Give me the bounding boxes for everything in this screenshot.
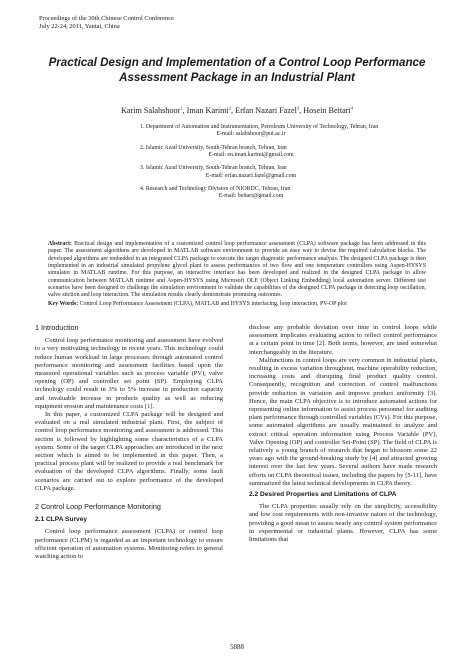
- paper-title: [30, 55, 444, 85]
- affiliation-item: [140, 145, 440, 159]
- affiliation-line: 1. Department of Automation and Instrumentation, Petroleum University of Technology, Tehran, Iran: [140, 124, 379, 130]
- affiliation-email: E-mail: en.iman.karimi@gmail.com: [208, 151, 294, 158]
- author-sup: 4: [350, 105, 354, 111]
- affiliation-email: E-mail: salahshoor@put.ac.ir: [216, 131, 286, 138]
- affiliation-line: 4. Research and Technology Division of NIORDC, Tehran, Iran: [140, 186, 291, 193]
- affiliation-line: 3. Islamic Azad University, South-Tehran branch, Tehran, Iran: [140, 165, 287, 172]
- affiliation-item: [140, 186, 440, 200]
- affiliation-item: [140, 124, 440, 138]
- body-paragraph: The CLPA properties usually rely on the simplicity, accessibility and low cost requirements with non-invasive nature of the technology, providing a good mean to assess nearly any control system performance in experimental or industrial plants. However, CLPA has some limitations that: [249, 503, 437, 544]
- abstract-text: Practical design and implementation of a customized control loop performance assessment (CLPA) software package has been addressed in this paper. The assessment algorithms are developed in MATLAB software environment to provide an easy way to devise the required calculation blocks. The developed algorithms are embedded in an integrated CLPA package to execute the target diagnostic performance analysis. The designed CLPA package is then implemented in an industrial simulated propylene glycol plant to assess performances of two flow and one temperature controllers using Aspen-HYSYS simulator in MATLAB runtime. For this purpose, an interactive interface has been developed and realized in the designed CLPA package to allow communication between MATLAB runtime and Aspen-HYSYS using Microsoft OLE (Object Linking Embedding) local automation server. Different test scenarios have been designed to challenge the simulation environment to validate the capabilities of the designed CLPA package in detecting loop oscillation, valve stiction and loop interaction. The simulation results clearly demonstrate promising outcomes.: [48, 241, 426, 299]
- affiliation-line: 2. Islamic Azad University, South-Tehran branch, Tehran, Iran: [140, 144, 287, 151]
- author-name: Iman Karimi: [186, 106, 229, 115]
- page-number: 5888: [230, 643, 244, 651]
- author-list: Karim Salahshoor$^1$, Iman Karimi$^2$, Erfan Nazari Fazel$^3$, Hosein Beitari$^4$: [120, 105, 354, 115]
- subsection-heading: 2.1 CLPA Survey: [35, 516, 88, 524]
- section-heading: 1 Introduction: [35, 323, 79, 332]
- author-name: Karim Salahshoor: [120, 106, 181, 115]
- author-sup: 3: [296, 105, 300, 111]
- header-line-1: Proceedings of the 30th Chinese Control Conference: [39, 15, 174, 22]
- conference-header: [39, 15, 174, 31]
- header-line-2: July 22-24, 2011, Yantai, China: [39, 23, 120, 30]
- abstract-paragraph: [48, 241, 426, 300]
- body-paragraph: Control loop performance assessment (CLPA) or control loop performance (CLPM) is regarded as an important technology to ensure efficient operation of automation systems. Monitoring refers to general watching action to: [35, 528, 223, 561]
- left-column: [35, 324, 223, 561]
- author-sup: 1: [180, 105, 183, 111]
- affiliation-item: [140, 165, 440, 179]
- body-paragraph: In this paper, a customized CLPA package will be designed and evaluated on a real simulated industrial plant. First, the subject of control loop performance monitoring and assessment is addressed. This section is followed by highlighting some characteristics of a CLPA system. Some of the target CLPA approaches are introduced in the next section which is aimed to be implemented in this paper. Then, a practical process plant will be realized to provide a real benchmark for evaluation of the developed CLPA algorithms. Finally, some fault scenarios are carried out to explore performance of the developed CLPA package.: [35, 411, 223, 492]
- affiliations: [140, 124, 440, 207]
- affiliation-email: E-mail: beitari@gmail.com: [218, 193, 284, 200]
- title-line-1: Practical Design and Implementation of a Control Loop Performance: [48, 56, 426, 69]
- author-name: Hosein Beitari: [303, 106, 351, 115]
- subsection-heading: 2.2 Desired Properties and Limitations of CLPA: [249, 491, 397, 499]
- section-heading: 2 Control Loop Performance Monitoring: [35, 502, 161, 512]
- title-line-2: Assessment Package in an Industrial Plant: [119, 71, 355, 84]
- body-paragraph: Control loop performance monitoring and assessment have evolved to a very motivating technology in recent years. This technology could reduce human workload in large processes through automated control performance monitoring and assessment facilities based upon the measured operational variables such as process variable (PV), valve opening (OP) and controller set point (SP). Employing CLPA technology could result in 3% to 5% increase in production capacity and invaluable increase in products quality as well as reducing equipment erosion and maintenance costs [1].: [35, 337, 223, 410]
- body-paragraph: Malfunctions in control loops are very common in industrial plants, resulting in excess variation throughout, machine operability reduction, increasing costs and disrupting final product quality control. Consequently, recognition and correction of control malfunctions provide reduction in variation and improve product uniformity [3]. Hence, the main CLPA objective is to introduce automated actions for representing online information to assist process personnel for auditing plant performance through controlled variables (CVs). For this purpose, some automated algorithms are usually maintained to analyze and extract critical operation information using Process Variable (PV), Valve Opening (OP) and controller Set-Point (SP). The field of CLPA is relatively a young branch of research that began to blossom some 22 years ago with the ground-breaking study by [4] and attracted growing interest over the last few years. Several authors have made research efforts on CLPA theoretical issues, including the papers by [5-11], have summarized the latest technical developments in CLPA theory.: [249, 356, 437, 487]
- affiliation-email: E-mail: erfan.nazari.fazel@gmail.com: [205, 172, 297, 179]
- keywords-text: Control Loop Performance Assessment (CLPA), MATLAB and HYSYS interfacing, loop interaction, PV-OP plot: [79, 300, 347, 307]
- keywords-label: Key Words:: [48, 300, 79, 307]
- right-column: [249, 324, 437, 544]
- abstract-block: [48, 241, 426, 308]
- author-sup: 2: [228, 105, 231, 111]
- abstract-label: Abstract:: [48, 241, 72, 247]
- body-paragraph: disclose any probable deviation over time in control loops while assessment implicates evaluating action to reflect control performance at a certain point in time [2]. Both terms, however, are used somewhat interchangeably in the literature.: [249, 324, 437, 356]
- author-name: Erfan Nazari Fazel: [235, 106, 297, 115]
- keywords: [48, 301, 426, 308]
